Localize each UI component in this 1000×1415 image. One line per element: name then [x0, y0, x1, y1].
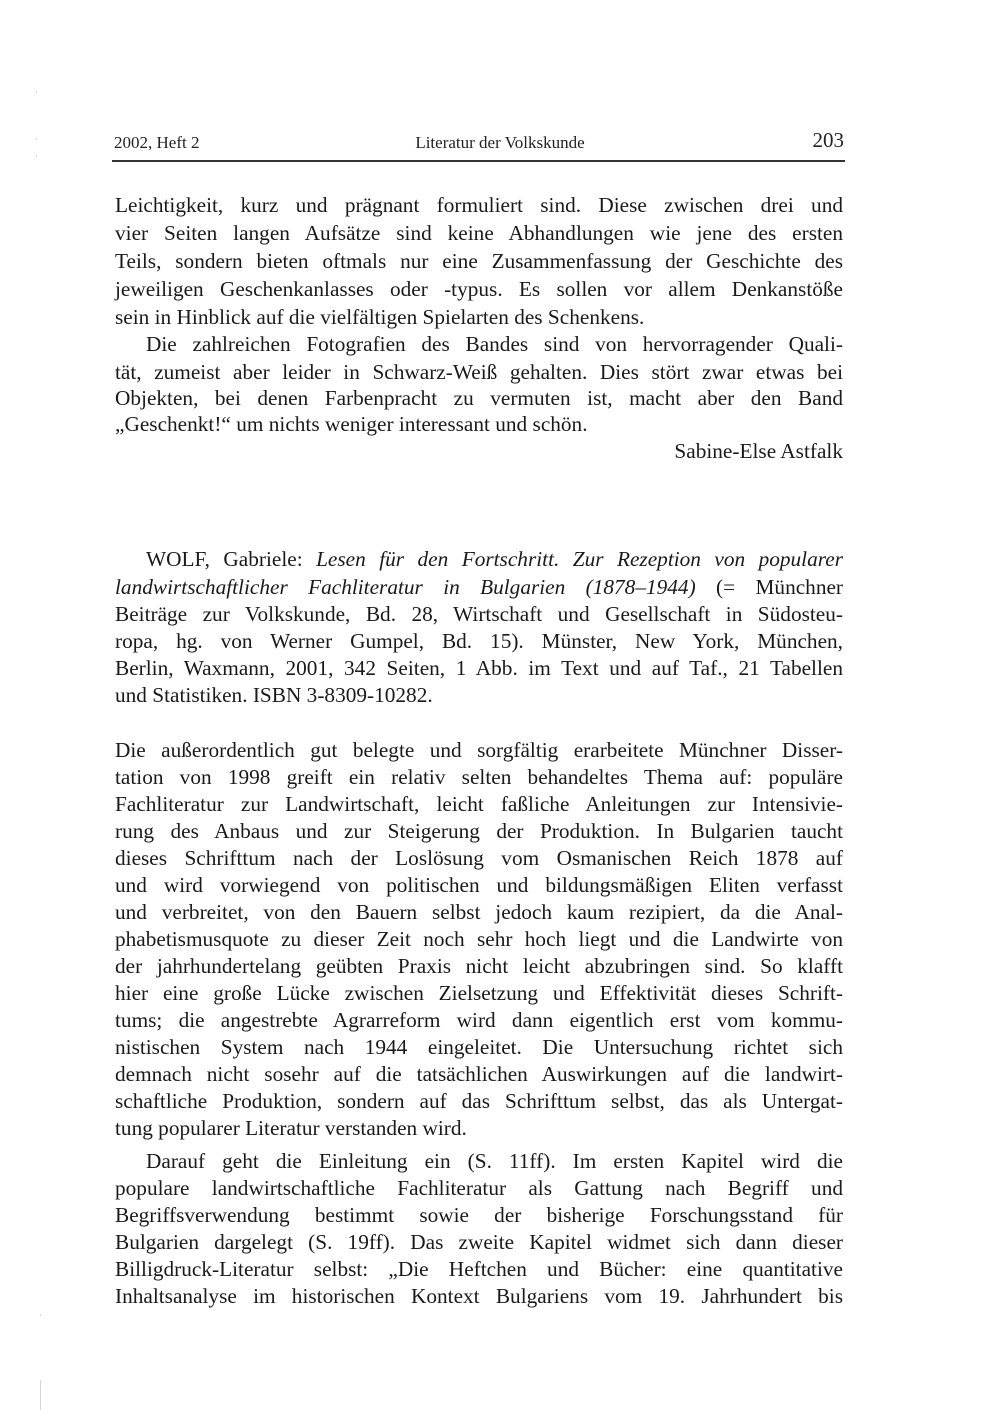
citation-line: ropa, hg. von Werner Gumpel, Bd. 15). Münster, New York, München,	[115, 629, 843, 653]
text-line: phabetismusquote zu dieser Zeit noch sehr hoch liegt und die Landwirte von	[115, 927, 843, 951]
text-line: „Geschenkt!“ um nichts weniger interessant und schön.	[115, 412, 588, 436]
scan-speck	[40, 1380, 41, 1410]
text-line: und verbreitet, von den Bauern selbst jedoch kaum rezipiert, da die Anal-	[115, 900, 843, 924]
text-line: nistischen System nach 1944 eingeleitet. Die Untersuchung richtet sich	[115, 1035, 843, 1059]
reviewer-signature: Sabine-Else Astfalk	[674, 439, 843, 463]
text-line: Die außerordentlich gut belegte und sorgfältig erarbeitete Münchner Disser-	[115, 738, 843, 762]
scan-speck	[36, 138, 37, 140]
citation-line	[115, 574, 843, 600]
text-line: Fachliteratur zur Landwirtschaft, leicht faßliche Anleitungen zur Intensivie-	[115, 792, 843, 816]
text-line: Bulgarien dargelegt (S. 19ff). Das zweite Kapitel widmet sich dann dieser	[115, 1230, 843, 1254]
running-header-issue: 2002, Heft 2	[114, 133, 200, 152]
text-line: Teils, sondern bieten oftmals nur eine Zusammenfassung der Geschichte des	[115, 249, 843, 273]
text-line: Objekten, bei denen Farbenpracht zu vermuten ist, macht aber den Band	[115, 386, 843, 410]
text-line: Leichtigkeit, kurz und prägnant formuliert sind. Diese zwischen drei und	[115, 193, 843, 217]
text-line: sein in Hinblick auf die vielfältigen Spielarten des Schenkens.	[115, 305, 645, 329]
text-line: der jahrhundertelang geübten Praxis nicht leicht abzubringen sind. So klafft	[115, 954, 843, 978]
citation-line: Beiträge zur Volkskunde, Bd. 28, Wirtschaft und Gesellschaft in Südosteu-	[115, 602, 843, 626]
text-line: Begriffsverwendung bestimmt sowie der bisherige Forschungsstand für	[115, 1203, 843, 1227]
text-line: Billigdruck-Literatur selbst: „Die Heftchen und Bücher: eine quantitative	[115, 1257, 843, 1281]
citation-line: Berlin, Waxmann, 2001, 342 Seiten, 1 Abb. im Text und auf Taf., 21 Tabellen	[115, 656, 843, 680]
header-rule	[112, 160, 845, 162]
citation-line	[146, 546, 843, 572]
scan-speck	[36, 91, 37, 93]
text-line: Darauf geht die Einleitung ein (S. 11ff). Im ersten Kapitel wird die	[146, 1149, 843, 1173]
citation-title: Lesen für den Fortschritt. Zur Rezeption von popularer	[316, 547, 843, 571]
text-line: Die zahlreichen Fotografien des Bandes sind von hervorragender Quali-	[146, 332, 843, 356]
text-line: tät, zumeist aber leider in Schwarz-Weiß gehalten. Dies stört zwar etwas bei	[115, 360, 843, 384]
scan-speck	[36, 155, 37, 157]
citation-line: und Statistiken. ISBN 3-8309-10282.	[115, 683, 433, 707]
running-header-section: Literatur der Volkskunde	[415, 133, 585, 152]
text-line: rung des Anbaus und zur Steigerung der Produktion. In Bulgarien taucht	[115, 819, 843, 843]
citation-title-cont: landwirtschaftlicher Fachliteratur in Bulgarien (1878–1944)	[115, 575, 696, 599]
text-line: vier Seiten langen Aufsätze sind keine Abhandlungen wie jene des ersten	[115, 221, 843, 245]
text-line: populare landwirtschaftliche Fachliteratur als Gattung nach Begriff und	[115, 1176, 843, 1200]
text-line: tation von 1998 greift ein relativ selten behandeltes Thema auf: populäre	[115, 765, 843, 789]
text-line: schaftliche Produktion, sondern auf das Schrifttum selbst, das als Untergat-	[115, 1089, 843, 1113]
text-line: tung popularer Literatur verstanden wird.	[115, 1116, 467, 1140]
scan-speck	[40, 1314, 41, 1316]
text-line: dieses Schrifttum nach der Loslösung vom Osmanischen Reich 1878 auf	[115, 846, 843, 870]
text-line: jeweiligen Geschenkanlasses oder -typus. Es sollen vor allem Denkanstöße	[115, 277, 843, 301]
text-line: demnach nicht sosehr auf die tatsächlichen Auswirkungen auf die landwirt-	[115, 1062, 843, 1086]
text-line: tums; die angestrebte Agrarreform wird dann eigentlich erst vom kommu-	[115, 1008, 843, 1032]
citation-series: (= Münchner	[695, 575, 844, 599]
citation-author: WOLF, Gabriele:	[146, 547, 317, 571]
text-line: und wird vorwiegend von politischen und bildungsmäßigen Eliten verfasst	[115, 873, 843, 897]
text-line: Inhaltsanalyse im historischen Kontext Bulgariens vom 19. Jahrhundert bis	[115, 1284, 843, 1308]
text-line: hier eine große Lücke zwischen Zielsetzung und Effektivität dieses Schrift-	[115, 981, 843, 1005]
page-number: 203	[812, 128, 844, 152]
